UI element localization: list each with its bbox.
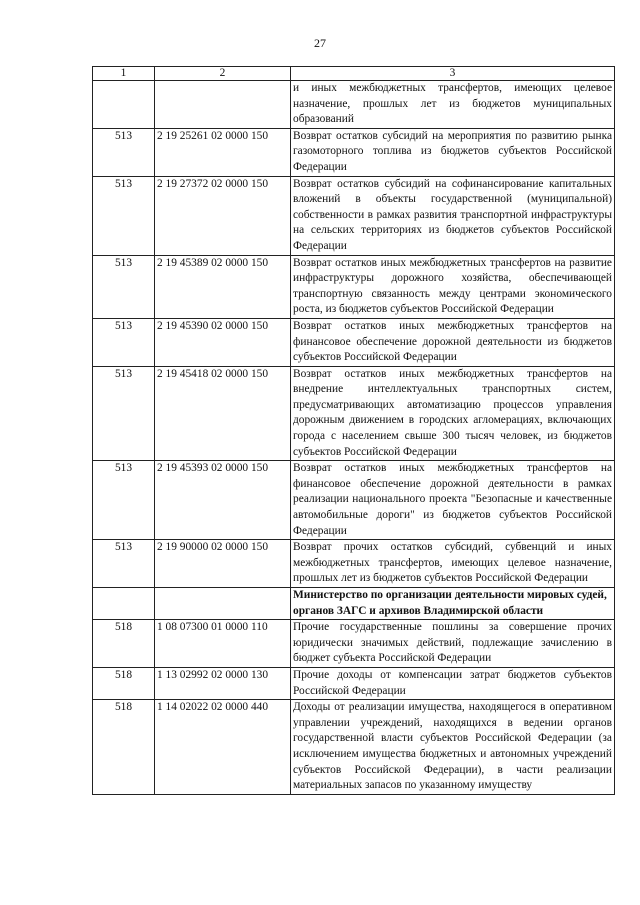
column-header-3: 3 [291,67,615,81]
admin-code-cell: 513 [93,366,155,461]
revenue-name-cell: Возврат прочих остатков субсидий, субвенций и иных межбюджетных трансфертов, имеющих целевое назначение, прошлых лет из бюджетов субъектов Российской Федерации [291,540,615,588]
admin-code-cell: 513 [93,176,155,255]
table-row [93,176,615,255]
admin-code-cell: 513 [93,318,155,366]
table-row [93,540,615,588]
budget-code-cell: 2 19 45389 02 0000 150 [155,255,291,318]
budget-code-cell: 2 19 27372 02 0000 150 [155,176,291,255]
revenue-name-cell: Возврат остатков иных межбюджетных трансфертов на развитие инфраструктуры дорожного хозяйства, обеспечивающей транспортную связанность между центрами экономического роста, из бюджетов субъектов Российской Федерации [291,255,615,318]
revenue-name-cell: Возврат остатков субсидий на софинансирование капитальных вложений в объекты государственной (муниципальной) собственности в рамках развития транспортной инфраструктуры на сельских территориях из бюджетов субъектов Российской Федерации [291,176,615,255]
table-row [93,620,615,668]
admin-code-cell: 518 [93,620,155,668]
budget-code-cell [155,81,291,129]
column-header-2: 2 [155,67,291,81]
revenue-name-cell: и иных межбюджетных трансфертов, имеющих целевое назначение, прошлых лет из бюджетов муниципальных образований [291,81,615,129]
revenue-name-cell: Доходы от реализации имущества, находящегося в оперативном управлении учреждений, находящихся в ведении органов государственной власти субъектов Российской Федерации (за исключением имущества бюджетных и автономных учреждений субъектов Российской Федерации), в части реализации материальных запасов по указанному имуществу [291,700,615,795]
admin-code-cell [93,81,155,129]
revenue-name-cell: Возврат остатков иных межбюджетных трансфертов на внедрение интеллектуальных транспортных систем, предусматривающих автоматизацию процессов управления дорожным движением в городских агломерациях, включающих города с населением свыше 300 тысяч человек, из бюджетов субъектов Российской Федерации [291,366,615,461]
table-row [93,700,615,795]
budget-code-cell: 2 19 45393 02 0000 150 [155,461,291,540]
table-header-row [93,67,615,81]
table-row [93,128,615,176]
admin-code-cell: 513 [93,540,155,588]
budget-code-cell: 1 13 02992 02 0000 130 [155,667,291,699]
budget-code-cell: 1 08 07300 01 0000 110 [155,620,291,668]
table-row [93,81,615,129]
admin-code-cell: 518 [93,667,155,699]
revenue-name-cell: Возврат остатков иных межбюджетных трансфертов на финансовое обеспечение дорожной деятельности из бюджетов субъектов Российской Федерации [291,318,615,366]
table-row [93,461,615,540]
admin-code-cell: 513 [93,461,155,540]
admin-code-cell: 513 [93,128,155,176]
revenue-name-cell: Прочие государственные пошлины за совершение прочих юридически значимых действий, подлежащие зачислению в бюджет субъекта Российской Федерации [291,620,615,668]
page-number: 27 [314,36,326,50]
budget-code-cell: 2 19 45390 02 0000 150 [155,318,291,366]
budget-code-cell: 2 19 45418 02 0000 150 [155,366,291,461]
table-row [93,318,615,366]
table-row [93,667,615,699]
revenue-name-cell: Возврат остатков иных межбюджетных трансфертов на финансовое обеспечение дорожной деятельности в рамках реализации национального проекта "Безопасные и качественные автомобильные дороги" из бюджетов субъектов Российской Федерации [291,461,615,540]
budget-classification-table [92,66,615,795]
admin-code-cell [93,588,155,620]
column-header-1: 1 [93,67,155,81]
budget-code-cell: 2 19 25261 02 0000 150 [155,128,291,176]
budget-code-cell [155,588,291,620]
table-row [93,255,615,318]
admin-code-cell: 513 [93,255,155,318]
table-body [93,81,615,795]
budget-code-cell: 2 19 90000 02 0000 150 [155,540,291,588]
revenue-name-cell: Прочие доходы от компенсации затрат бюджетов субъектов Российской Федерации [291,667,615,699]
table-row [93,366,615,461]
table-header [93,67,615,81]
admin-code-cell: 518 [93,700,155,795]
section-title-cell: Министерство по организации деятельности мировых судей, органов ЗАГС и архивов Владимирской области [291,588,615,620]
section-header-row [93,588,615,620]
revenue-name-cell: Возврат остатков субсидий на мероприятия по развитию рынка газомоторного топлива из бюджетов субъектов Российской Федерации [291,128,615,176]
budget-code-cell: 1 14 02022 02 0000 440 [155,700,291,795]
